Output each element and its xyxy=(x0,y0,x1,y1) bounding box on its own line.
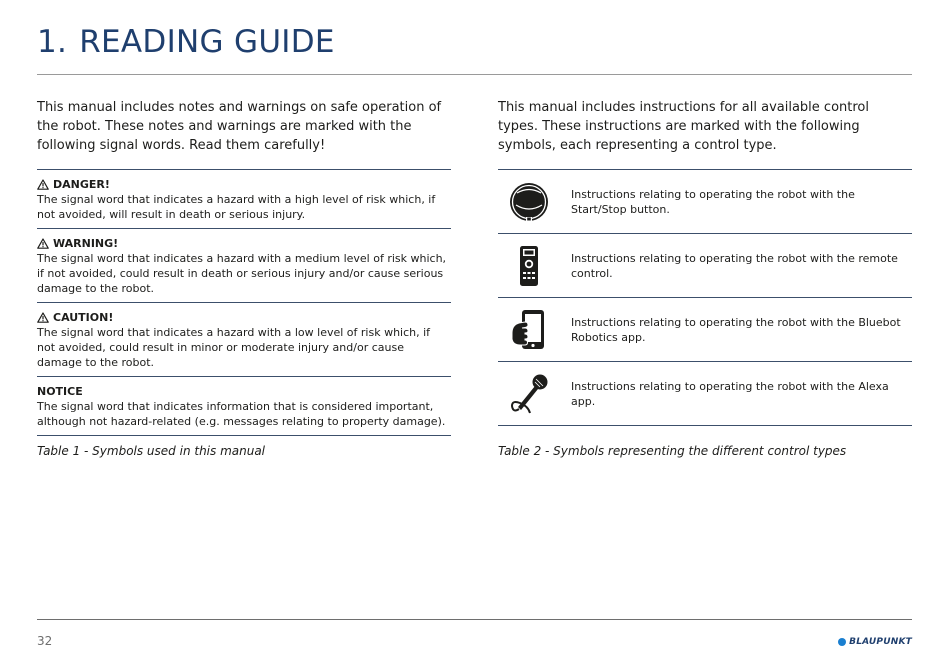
left-intro: This manual includes notes and warnings on safe operation of the robot. These notes and warnings are marked with the following signal words. Read them carefully! xyxy=(37,100,442,153)
signal-word-label xyxy=(37,177,451,192)
signal-word-label xyxy=(37,384,451,399)
table-2-caption: Table 2 - Symbols representing the different control types xyxy=(498,444,847,458)
signal-word: NOTICE xyxy=(37,385,83,398)
signal-description: The signal word that indicates a hazard with a low level of risk which, if not avoided, could result in minor or moderate injury and/or cause damage to the robot. xyxy=(37,326,431,369)
signal-description: The signal word that indicates information that is considered important, although not hazard-related (e.g. messages relating to property damage). xyxy=(37,400,446,428)
control-row-remote xyxy=(498,234,912,298)
control-row-app xyxy=(498,298,912,362)
control-types-table xyxy=(498,169,912,426)
page-title xyxy=(37,24,335,60)
brand-dot-icon xyxy=(838,638,846,646)
signal-description: The signal word that indicates a hazard with a medium level of risk which, if not avoided, could result in death or serious injury and/or cause serious damage to the robot. xyxy=(37,252,447,295)
brand-name: BLAUPUNKT xyxy=(849,637,912,647)
signal-word-label xyxy=(37,310,451,325)
signal-description: The signal word that indicates a hazard with a high level of risk which, if not avoided, will result in death or serious injury. xyxy=(37,193,436,221)
signal-words-table xyxy=(37,169,451,436)
remote-control-icon xyxy=(519,245,539,287)
signal-row-caution xyxy=(37,303,451,377)
footer-divider xyxy=(37,619,912,620)
page-number: 32 xyxy=(37,634,53,648)
table-1-caption: Table 1 - Symbols used in this manual xyxy=(37,444,266,458)
header-divider xyxy=(37,74,912,75)
signal-word-label xyxy=(37,236,451,251)
signal-row-notice xyxy=(37,377,451,436)
signal-row-danger xyxy=(37,170,451,229)
warning-triangle-icon xyxy=(37,312,49,323)
section-title: READING GUIDE xyxy=(79,24,335,60)
control-row-alexa xyxy=(498,362,912,426)
control-description: Instructions relating to operating the robot with the Bluebot Robotics app. xyxy=(571,315,901,344)
control-description: Instructions relating to operating the robot with the Start/Stop button. xyxy=(571,187,855,216)
control-description: Instructions relating to operating the robot with the Alexa app. xyxy=(571,379,889,408)
microphone-icon xyxy=(509,373,549,415)
control-row-start-stop xyxy=(498,170,912,234)
warning-triangle-icon xyxy=(37,238,49,249)
control-description: Instructions relating to operating the robot with the remote control. xyxy=(571,251,898,280)
section-number: 1. xyxy=(37,24,68,60)
signal-word: DANGER! xyxy=(53,178,110,191)
smartphone-hand-icon xyxy=(509,309,549,351)
signal-row-warning xyxy=(37,229,451,303)
brand-logo xyxy=(838,637,912,647)
signal-word: CAUTION! xyxy=(53,311,114,324)
signal-word: WARNING! xyxy=(53,237,119,250)
right-intro: This manual includes instructions for all available control types. These instructions are marked with the following symbols, each representing a control type. xyxy=(498,100,869,153)
robot-vacuum-icon xyxy=(509,182,549,222)
warning-triangle-icon xyxy=(37,179,49,190)
